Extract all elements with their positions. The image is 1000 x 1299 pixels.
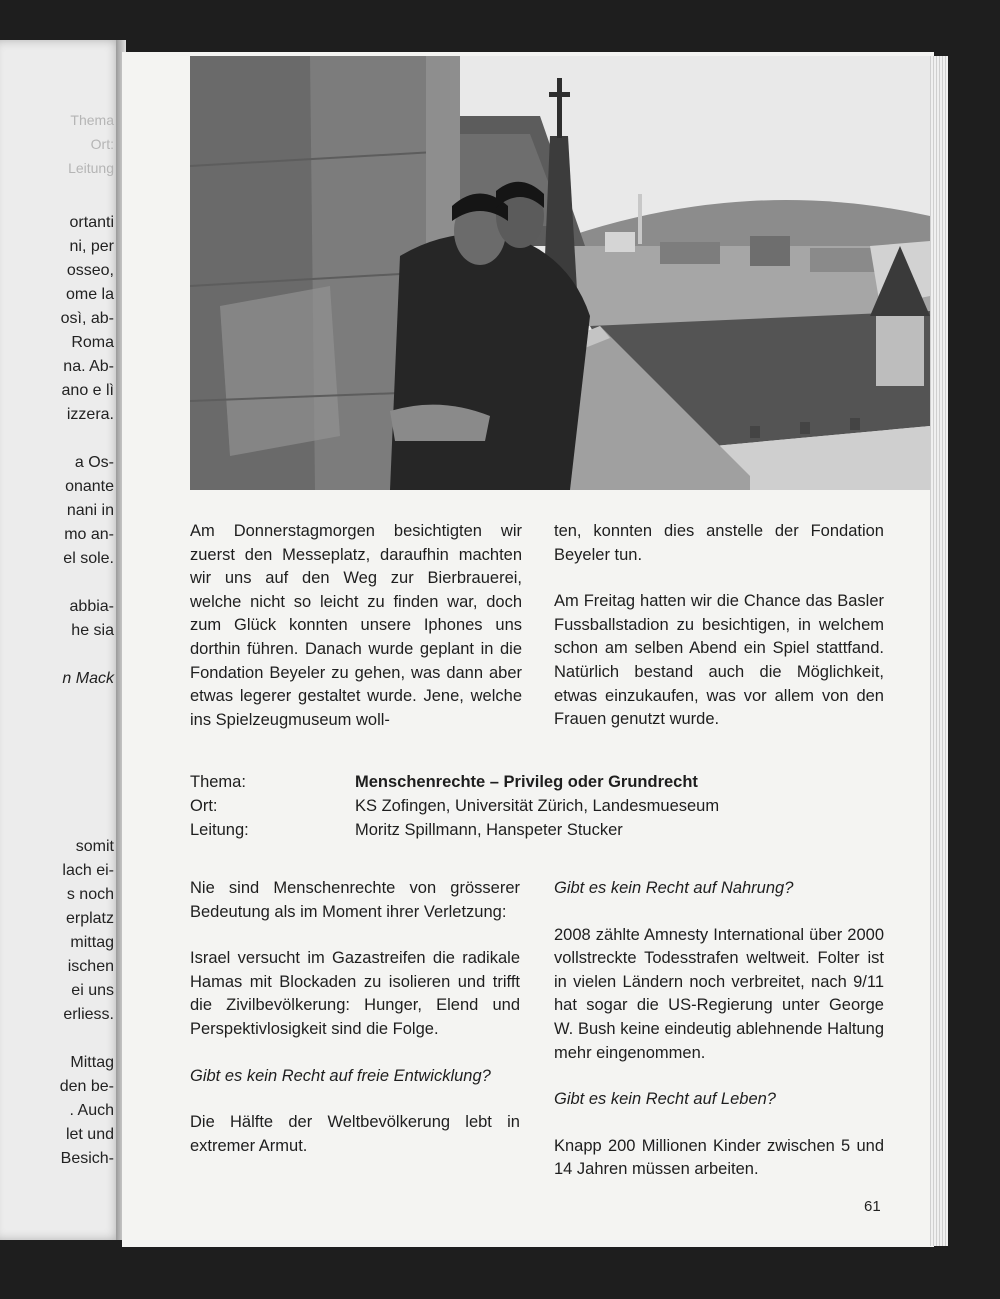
ort-value: KS Zofingen, Universität Zürich, Landesmueseum xyxy=(355,797,720,815)
left-page-line: ortanti xyxy=(69,214,114,231)
paragraph: ten, konnten dies anstelle der Fondation Beyeler tun. xyxy=(554,522,884,564)
paragraph: Nie sind Menschenrechte von grösserer Bedeutung als im Moment ihrer Verletzung: xyxy=(190,879,520,921)
article-bottom-right-column xyxy=(554,877,884,1205)
article-top-left-column xyxy=(190,520,522,755)
left-page-line: den be- xyxy=(59,1078,114,1095)
question-heading: Gibt es kein Recht auf Leben? xyxy=(554,1090,776,1109)
left-page-line: Ort: xyxy=(90,136,114,152)
left-page-line: mittag xyxy=(70,934,114,951)
thema-value: Menschenrechte – Privileg oder Grundrecht xyxy=(355,773,698,791)
left-page-line: osì, ab- xyxy=(60,310,114,327)
left-page-line: izzera. xyxy=(66,406,114,423)
left-page-line: a Os- xyxy=(74,454,114,471)
left-page-line: ano e lì xyxy=(61,382,114,399)
question-heading: Gibt es kein Recht auf Nahrung? xyxy=(554,879,794,897)
left-page-line: ome la xyxy=(65,286,114,303)
left-page-line: ei uns xyxy=(71,982,114,999)
info-row-ort xyxy=(190,794,890,818)
paragraph: Am Donnerstagmorgen besichtigten wir zuerst den Messeplatz, daraufhin machten wir uns auf den Weg zur Bierbrauerei, welche nicht so leicht zu finden war, doch zum Glück konnten unsere Iphones uns dorthin führen. Danach wurde geplant in die Fondation Beyeler zu gehen, was dann aber etwas legerer gestaltet wurde. Jene, welche ins Spielzeugmuseum woll- xyxy=(190,522,522,729)
left-page-line: Mittag xyxy=(70,1054,114,1071)
photo-two-girls-on-tower xyxy=(190,56,930,490)
left-page-line: nani in xyxy=(66,502,114,519)
left-page-fragment xyxy=(0,40,122,1240)
info-row-leitung xyxy=(190,818,890,842)
paragraph: Knapp 200 Millionen Kinder zwischen 5 und 14 Jahren müssen arbeiten. xyxy=(554,1136,884,1179)
left-page-line: Besich- xyxy=(60,1150,114,1167)
article-bottom-left-column xyxy=(190,877,520,1181)
left-page-line: el sole. xyxy=(63,550,114,567)
left-page-line: n Mack xyxy=(62,670,114,687)
paragraph: 2008 zählte Amnesty International über 2000 vollstreckte Todesstrafen weltweit. Folter ist in vielen Ländern noch verbreitet, nach 9/11 hat sogar die US-Regierung unter George W. Bush keine eindeutig ablehnende Haltung mehr eingenommen. xyxy=(554,925,884,1062)
article-top-right-column xyxy=(554,520,884,755)
left-page-line: lach ei- xyxy=(62,862,114,879)
left-page-line: na. Ab- xyxy=(63,358,114,375)
left-page-line: Thema xyxy=(70,112,114,128)
left-page-line: erplatz xyxy=(65,910,114,927)
course-info xyxy=(190,770,890,842)
left-page-line: Leitung xyxy=(68,160,114,176)
ort-label: Ort: xyxy=(190,797,218,815)
leitung-label: Leitung: xyxy=(190,821,249,839)
left-page-line: abbia- xyxy=(69,598,114,615)
thema-label: Thema: xyxy=(190,773,246,791)
paragraph: Die Hälfte der Weltbevölkerung lebt in extremer Armut. xyxy=(190,1113,520,1155)
left-page-line: let und xyxy=(65,1126,114,1143)
left-page-line: mo an- xyxy=(64,526,114,543)
question-heading: Gibt es kein Recht auf freie Entwicklung? xyxy=(190,1066,491,1085)
left-page-line: . Auch xyxy=(69,1102,114,1119)
left-page-line: onante xyxy=(65,478,114,495)
leitung-value: Moritz Spillmann, Hanspeter Stucker xyxy=(355,821,623,839)
info-row-thema xyxy=(190,770,890,794)
left-page-line: he sia xyxy=(71,622,114,639)
left-page-line: s noch xyxy=(66,886,114,903)
left-page-line: Roma xyxy=(71,334,114,351)
left-page-line: somit xyxy=(75,838,114,855)
page-number: 61 xyxy=(864,1198,881,1215)
paragraph: Am Freitag hatten wir die Chance das Basler Fussballstadion zu besichtigen, in welchem schon am selben Abend ein Spiel stattfand. Natürlich bestand auch die Möglichkeit, etwas einzukaufen, was vor allem von den Frauen genutzt wurde. xyxy=(554,592,884,729)
paragraph: Israel versucht im Gazastreifen die radikale Hamas mit Blockaden zu isolieren und trifft die Zivilbevölkerung: Hunger, Elend und Perspektivlosigkeit sind die Folge. xyxy=(190,949,520,1038)
left-page-line: osseo, xyxy=(66,262,114,279)
left-page-line: erliess. xyxy=(63,1006,114,1023)
left-page-line: ni, per xyxy=(69,238,114,255)
left-page-line: ischen xyxy=(67,958,114,975)
page-edge xyxy=(930,56,948,1246)
